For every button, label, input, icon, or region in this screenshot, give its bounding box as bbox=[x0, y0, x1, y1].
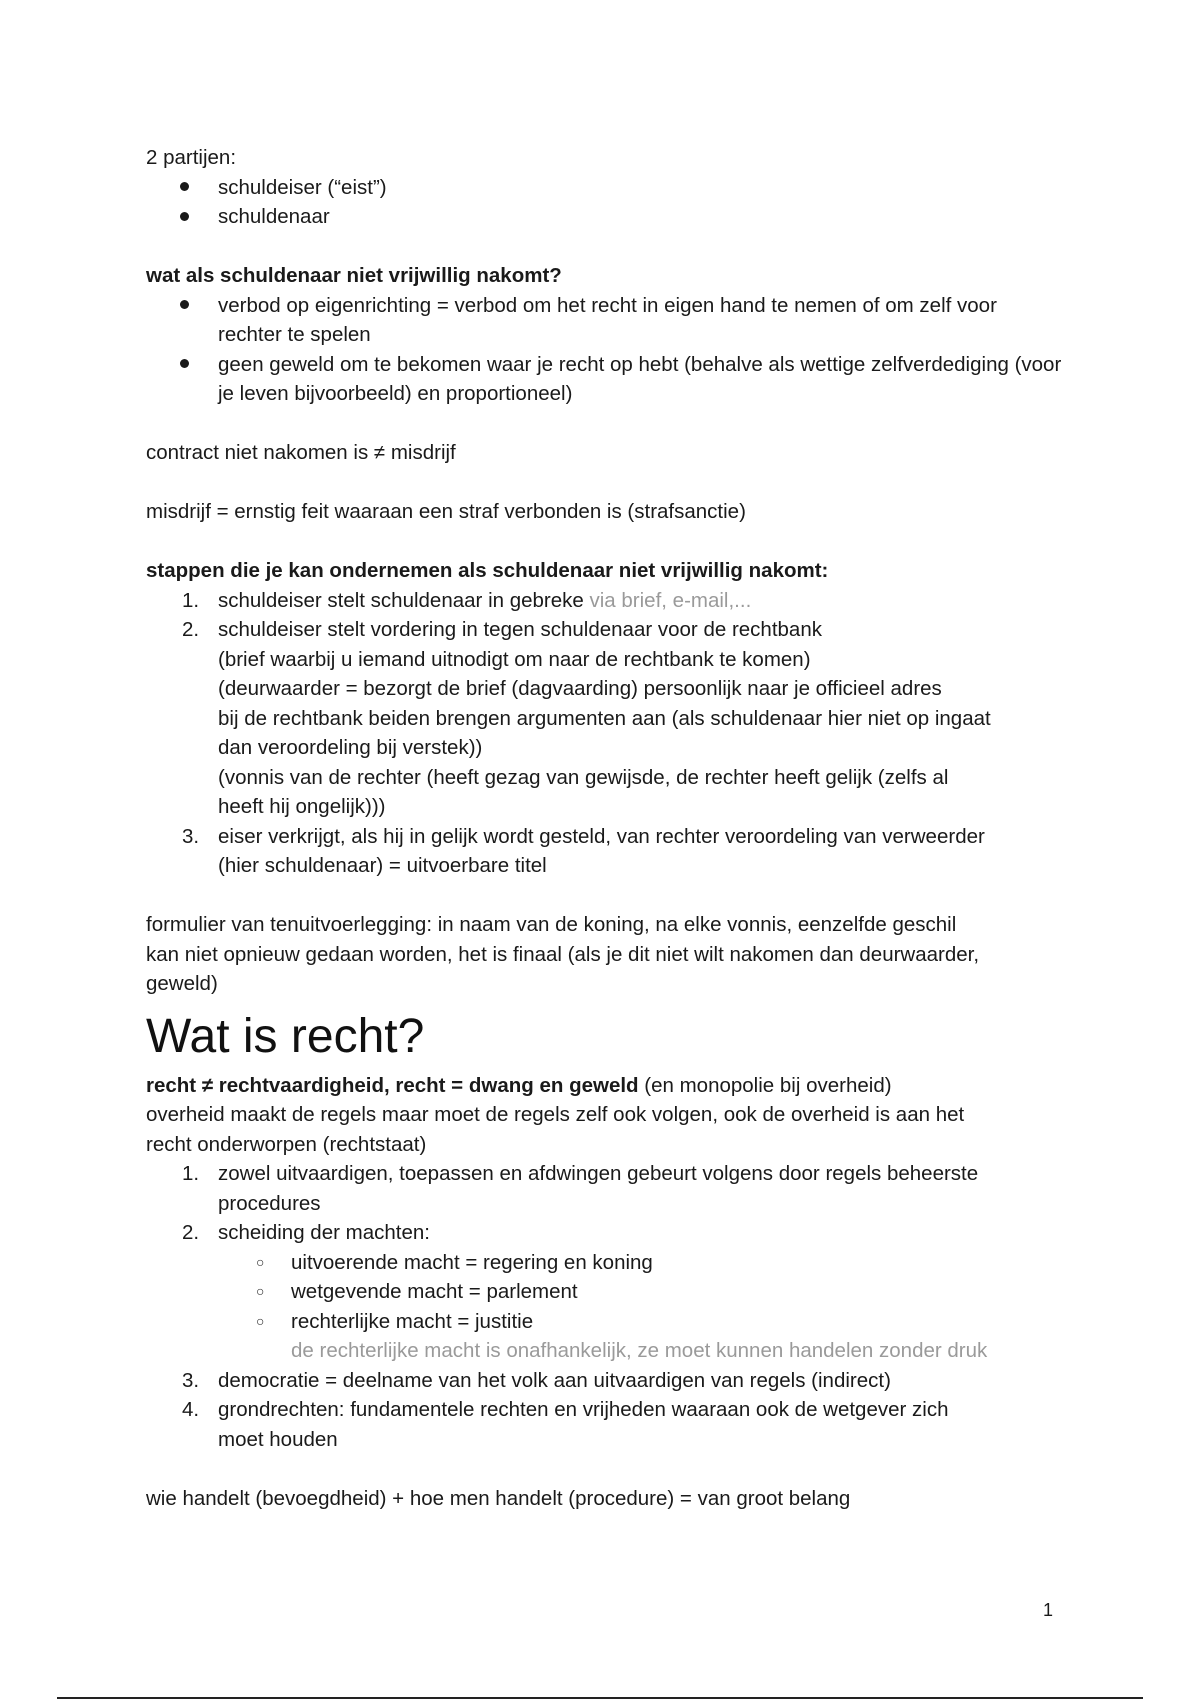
page-heading: Wat is recht? bbox=[146, 1009, 425, 1063]
list-item: ○ wetgevende macht = parlement bbox=[146, 1277, 1066, 1307]
section-heading: stappen die je kan ondernemen als schuldenaar niet vrijwillig nakomt: bbox=[146, 559, 829, 582]
list-number: 1. bbox=[182, 1162, 200, 1185]
parties-intro: 2 partijen: bbox=[146, 146, 237, 169]
list-number: 3. bbox=[182, 1368, 200, 1392]
list-item: 2. schuldeiser stelt vordering in tegen schuldenaar voor de rechtbank (brief waarbij u iemand uitnodigt om naar de rechtbank te komen) (deurwaarder = bezorgt de brief (dagvaarding) persoonlijk naar je officieel adres bij de rechtbank beiden brengen argumenten aan (als schuldenaar hier niet op ingaat dan veroordeling bij verstek)) (vonnis van de rechter (heeft gezag van gewijsde, de rechter heeft gelijk (zelfs al heeft hij ongelijk))) bbox=[146, 615, 1066, 822]
paragraph: misdrijf = ernstig feit waaraan een straf verbonden is (strafsanctie) bbox=[146, 500, 746, 523]
enforcement-list bbox=[146, 291, 1066, 409]
section-heading: wat als schuldenaar niet vrijwillig nakomt? bbox=[146, 264, 562, 287]
circle-bullet-icon: ○ bbox=[256, 1312, 265, 1329]
paragraph: recht ≠ rechtvaardigheid, recht = dwang en geweld (en monopolie bij overheid) bbox=[146, 1073, 892, 1097]
parties-list bbox=[146, 173, 1066, 232]
list-item: 1. schuldeiser stelt schuldenaar in gebreke via brief, e-mail,... bbox=[146, 586, 1066, 616]
grey-note: via brief, e-mail,... bbox=[589, 588, 752, 612]
list-item: 3. democratie = deelname van het volk aan uitvaardigen van regels (indirect) bbox=[146, 1366, 1066, 1396]
powers-list bbox=[146, 1248, 1066, 1337]
circle-bullet-icon: ○ bbox=[256, 1253, 265, 1270]
paragraph: contract niet nakomen is ≠ misdrijf bbox=[146, 441, 456, 464]
list-item: 2. scheiding der machten: bbox=[146, 1218, 1066, 1248]
paragraph: formulier van tenuitvoerlegging: in naam van de koning, na elke vonnis, eenzelfde geschil kan niet opnieuw gedaan worden, het is finaal (als je dit niet wilt nakomen dan deurwaarder, geweld) bbox=[146, 913, 980, 995]
rule-of-law-list bbox=[146, 1159, 1066, 1248]
list-item: schuldeiser (“eist”) bbox=[146, 173, 1066, 203]
list-number: 2. bbox=[182, 618, 200, 641]
list-item: 1. zowel uitvaardigen, toepassen en afdwingen gebeurt volgens door regels beheerste procedures bbox=[146, 1159, 1066, 1218]
list-item: ○ rechterlijke macht = justitie bbox=[146, 1307, 1066, 1337]
rule-of-law-list-continued bbox=[146, 1366, 1066, 1455]
list-number: 2. bbox=[182, 1221, 200, 1244]
bottom-divider bbox=[57, 1697, 1143, 1699]
paragraph: wie handelt (bevoegdheid) + hoe men handelt (procedure) = van groot belang bbox=[146, 1486, 851, 1510]
list-number: 1. bbox=[182, 588, 200, 612]
grey-note: de rechterlijke macht is onafhankelijk, ze moet kunnen handelen zonder druk bbox=[291, 1339, 988, 1362]
paragraph: overheid maakt de regels maar moet de regels zelf ook volgen, ook de overheid is aan het bbox=[146, 1103, 965, 1126]
list-item: geen geweld om te bekomen waar je recht op hebt (behalve als wettige zelfverdediging (voor je leven bijvoorbeeld) en proportioneel) bbox=[146, 350, 1066, 409]
list-item: 4. grondrechten: fundamentele rechten en vrijheden waaraan ook de wetgever zich moet houden bbox=[146, 1395, 1066, 1454]
bullet-icon bbox=[180, 202, 189, 232]
list-number: 3. bbox=[182, 824, 200, 848]
list-item: ○ uitvoerende macht = regering en koning bbox=[146, 1248, 1066, 1278]
steps-list bbox=[146, 586, 1066, 881]
circle-bullet-icon: ○ bbox=[256, 1283, 265, 1299]
bullet-icon bbox=[180, 291, 189, 321]
list-item: verbod op eigenrichting = verbod om het recht in eigen hand te nemen of om zelf voor rechter te spelen bbox=[146, 291, 1066, 350]
list-number: 4. bbox=[182, 1398, 200, 1421]
document-page bbox=[146, 143, 1066, 1513]
paragraph: recht onderworpen (rechtstaat) bbox=[146, 1132, 427, 1156]
bullet-icon bbox=[180, 350, 189, 380]
list-item: 3. eiser verkrijgt, als hij in gelijk wordt gesteld, van rechter veroordeling van verweerder (hier schuldenaar) = uitvoerbare titel bbox=[146, 822, 1066, 881]
list-item: schuldenaar bbox=[146, 202, 1066, 232]
page-number: 1 bbox=[1043, 1600, 1054, 1620]
bullet-icon bbox=[180, 173, 189, 203]
